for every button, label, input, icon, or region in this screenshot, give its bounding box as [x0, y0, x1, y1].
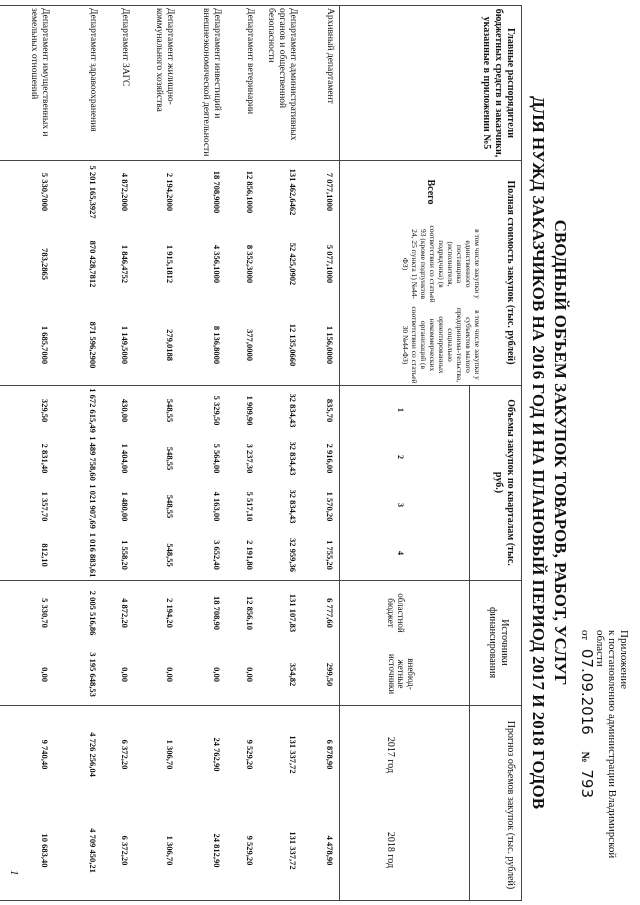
row-y2017-value: 6 372,20 — [120, 739, 130, 770]
row-regional-value: 2 005 516,86 — [88, 590, 98, 636]
header-forecast: Прогноз объемов закупок (тыс. рублей) — [505, 720, 516, 890]
table-top-border — [521, 5, 522, 900]
col-divider-4 — [0, 580, 522, 581]
row-total-value: 131 462,6462 — [288, 168, 298, 216]
row-q4-value: 3 652,40 — [212, 540, 222, 570]
row-sole-value: 4 356,1000 — [212, 244, 222, 284]
header-q3: 3 — [396, 503, 405, 507]
row-q1-value: 430,00 — [120, 398, 130, 423]
row-y2017-value: 9 740,40 — [40, 739, 50, 770]
row-sole-value: 8 352,3000 — [245, 244, 255, 284]
col-divider-2 — [0, 160, 522, 161]
row-q4-value: 1 016 883,61 — [88, 532, 98, 578]
row-q1-value: 1 672 615,49 — [88, 388, 98, 433]
row-small-value: 1 156,0000 — [325, 325, 335, 365]
header-full-cost: Полная стоимость закупок (тыс. рублей) — [505, 180, 516, 365]
row-q3-value: 548,55 — [165, 494, 175, 519]
row-extra-value: 299,50 — [325, 662, 335, 687]
header-2018: 2018 год — [385, 831, 396, 869]
row-y2018-value: 131 337,72 — [288, 831, 298, 870]
quarters-sub-border — [469, 385, 470, 580]
appendix-line2: к постановлению администрации Владимирской — [606, 630, 618, 859]
row-sole-value: 783,2865 — [40, 248, 50, 280]
row-y2018-value: 24 812,90 — [212, 833, 222, 868]
row-total-value: 7 077,1000 — [325, 172, 335, 212]
number-prefix: № — [579, 751, 591, 763]
title-line2: ДЛЯ НУЖД ЗАКАЗЧИКОВ НА 2016 ГОД И НА ПЛАНОВЫЙ ПЕРИОД 2017 И 2018 ГОДОВ — [529, 95, 548, 810]
row-q4-value: 1 558,20 — [120, 540, 130, 570]
row-q1-value: 1 909,90 — [245, 395, 255, 426]
header-sources: Источники финансирования — [487, 606, 510, 679]
row-q2-value: 5 564,00 — [212, 443, 222, 474]
row-total-value: 12 856,1000 — [245, 170, 255, 214]
row-regional-value: 6 777,60 — [325, 598, 335, 628]
row-dept-name: Департамент ветеринарии — [245, 8, 255, 115]
row-dept-name: Департамент здравоохранения — [88, 8, 98, 132]
row-regional-value: 131 107,83 — [288, 593, 298, 633]
row-dept-name: Департамент административных органов и общественной безопасности — [266, 8, 298, 141]
row-q3-value: 4 163,00 — [212, 491, 222, 522]
page-number: 1 — [8, 870, 20, 876]
row-total-value: 18 708,9000 — [212, 170, 222, 214]
row-q2-value: 2 916,00 — [325, 443, 335, 474]
row-total-value: 2 194,2000 — [165, 172, 175, 212]
decree-date: 07.09.2016 — [578, 648, 596, 735]
row-q2-value: 3 237,30 — [245, 443, 255, 474]
row-dept-name: Департамент инвестиций и внешнеэкономической деятельности — [201, 8, 222, 157]
row-q4-value: 32 959,36 — [288, 538, 298, 572]
row-q1-value: 835,70 — [325, 398, 335, 423]
appendix-line1: Приложение — [618, 630, 630, 690]
header-total: Всего — [425, 179, 436, 205]
col-divider-1 — [0, 5, 522, 6]
row-q1-value: 32 834,43 — [288, 393, 298, 428]
decree-number: 793 — [578, 769, 596, 799]
appendix-line3: области — [594, 630, 606, 667]
date-prefix: от — [579, 630, 591, 641]
row-y2018-value: 9 529,20 — [245, 835, 255, 866]
row-q4-value: 548,55 — [165, 543, 175, 567]
row-q3-value: 1 021 907,69 — [88, 484, 98, 529]
row-y2017-value: 9 529,20 — [245, 739, 255, 770]
row-q2-value: 2 831,40 — [40, 443, 50, 474]
row-extra-value: 0,00 — [212, 667, 222, 682]
row-y2018-value: 4 709 450,21 — [88, 828, 98, 873]
row-q3-value: 1 480,00 — [120, 491, 130, 522]
row-extra-value: 354,82 — [288, 662, 298, 687]
row-small-value: 1 685,7000 — [40, 325, 50, 365]
row-small-value: 377,0000 — [245, 329, 255, 361]
row-y2018-value: 6 372,20 — [120, 835, 130, 866]
row-dept-name: Архивный департамент — [325, 8, 335, 104]
col-divider-5 — [0, 705, 522, 706]
header-2017: 2017 год — [385, 736, 396, 774]
row-y2017-value: 4 726 256,04 — [88, 732, 98, 777]
row-regional-value: 18 708,90 — [212, 596, 222, 630]
row-q2-value: 1 404,00 — [120, 443, 130, 474]
row-sole-value: 52 425,0902 — [288, 242, 298, 286]
forecast-sub-border — [469, 705, 470, 900]
row-q3-value: 5 517,10 — [245, 491, 255, 522]
row-sole-value: 5 077,1000 — [325, 244, 335, 284]
row-extra-value: 0,00 — [165, 667, 175, 682]
row-q2-value: 548,55 — [165, 446, 175, 471]
row-q2-value: 1 489 758,60 — [88, 436, 98, 481]
row-y2018-value: 4 478,90 — [325, 835, 335, 866]
row-small-value: 279,0188 — [165, 329, 175, 361]
row-extra-value: 3 195 648,53 — [88, 652, 98, 697]
row-total-value: 5 330,7000 — [40, 172, 50, 212]
appendix-date-line — [578, 630, 596, 798]
row-sole-value: 1 846,4752 — [120, 244, 130, 284]
row-total-value: 4 872,2000 — [120, 172, 130, 212]
header-q4: 4 — [396, 551, 405, 555]
sources-sub-border — [469, 580, 470, 705]
row-dept-name: Департамент имущественных и земельных отношений — [29, 8, 50, 137]
row-q1-value: 5 329,50 — [212, 395, 222, 426]
row-total-value: 5 201 165,3927 — [88, 165, 98, 219]
row-regional-value: 2 194,20 — [165, 598, 175, 628]
row-y2017-value: 24 762,90 — [212, 737, 222, 772]
title-line1: СВОДНЫЙ ОБЪЕМ ЗАКУПОК ТОВАРОВ, РАБОТ, УСЛУГ — [551, 219, 570, 686]
row-extra-value: 0,00 — [120, 667, 130, 682]
row-regional-value: 5 330,70 — [40, 598, 50, 628]
row-y2017-value: 1 306,70 — [165, 739, 175, 770]
row-regional-value: 4 872,20 — [120, 598, 130, 628]
row-q3-value: 32 834,43 — [288, 489, 298, 524]
row-extra-value: 0,00 — [40, 667, 50, 682]
header-bottom-border — [339, 5, 340, 900]
row-sole-value: 870 428,7812 — [88, 240, 98, 288]
header-extra: внебюд-жетные источники — [387, 653, 416, 695]
row-extra-value: 0,00 — [245, 667, 255, 682]
row-small-value: 1 149,5000 — [120, 325, 130, 365]
header-small-business: в том числе закупки у субъектов малого предпринима-тельства, социально ориентированных некоммерческих организаций (в соответствии со статьей 30 №44-ФЗ) — [401, 306, 482, 384]
row-q4-value: 2 191,80 — [245, 540, 255, 570]
row-small-value: 871 596,2900 — [88, 321, 98, 369]
row-small-value: 8 136,8000 — [212, 325, 222, 365]
row-sole-value: 1 915,1812 — [165, 244, 175, 284]
header-q1: 1 — [396, 408, 405, 412]
col-divider-3 — [0, 385, 522, 386]
header-customers: Главные распорядители бюджетных средств и заказчики, указанные в приложении №5 — [481, 8, 516, 158]
col-divider-6 — [0, 900, 522, 901]
row-y2017-value: 131 337,72 — [288, 735, 298, 774]
header-sole-supplier: в том числе закупки у единственного поставщика (исполнителя, подрядчика) (в соответствии со статьей 93 (кроме подпунктов 24, 25 пункта 1) №44-ФЗ) — [401, 225, 482, 303]
row-q4-value: 812,10 — [40, 543, 50, 567]
row-q4-value: 1 755,20 — [325, 540, 335, 570]
row-small-value: 12 135,0660 — [288, 323, 298, 367]
row-q1-value: 548,55 — [165, 398, 175, 423]
row-regional-value: 12 856,10 — [245, 596, 255, 630]
row-dept-name: Департамент ЗАГС — [120, 8, 130, 87]
header-regional: областной бюджет — [386, 593, 406, 633]
row-y2018-value: 10 683,40 — [40, 833, 50, 868]
row-dept-name: Департамент жилищно-коммунального хозяйства — [154, 8, 175, 112]
header-quarters: Объемы закупок по кварталам (тыс. руб.) — [493, 399, 516, 566]
header-q2: 2 — [396, 455, 405, 459]
row-q2-value: 32 834,43 — [288, 441, 298, 476]
row-q3-value: 1 570,20 — [325, 491, 335, 522]
row-q1-value: 329,50 — [40, 398, 50, 423]
row-y2018-value: 1 306,70 — [165, 835, 175, 866]
row-q3-value: 1 357,70 — [40, 491, 50, 522]
row-y2017-value: 6 878,90 — [325, 739, 335, 770]
